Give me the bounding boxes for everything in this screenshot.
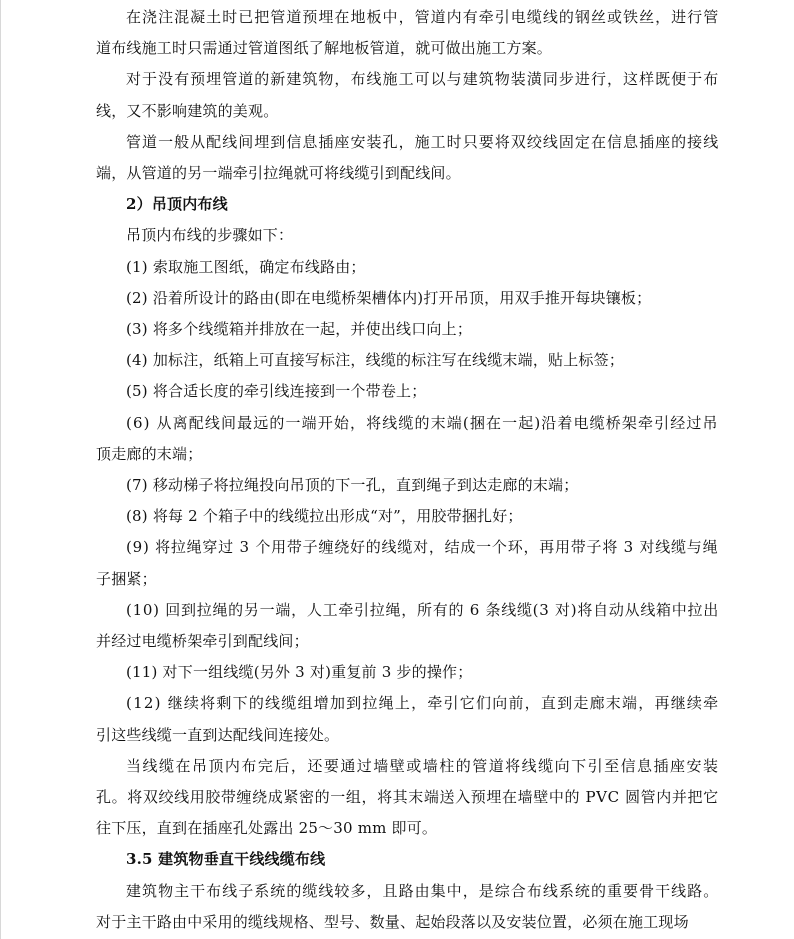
text-line: 往下压，直到在插座孔处露出 25～30 mm 即可。 — [96, 819, 438, 838]
text-line: 吊顶内布线的步骤如下： — [126, 226, 294, 245]
text-line: (2) 沿着所设计的路由(即在电缆桥架槽体内)打开吊顶，用双手推开每块镶板； — [126, 288, 652, 307]
text-line: (6) 从离配线间最远的一端开始，将线缆的末端(捆在一起)沿着电缆桥架牵引经过吊 — [126, 413, 719, 432]
text-line: (9) 将拉绳穿过 3 个用带子缠绕好的线缆对，结成一个环，再用带子将 3 对线缆与绳 — [126, 538, 719, 557]
text-line: 端，从管道的另一端牵引拉绳就可将线缆引到配线间。 — [96, 164, 461, 182]
text-line: 在浇注混凝土时已把管道预埋在地板中，管道内有牵引电缆线的钢丝或铁丝，进行管 — [126, 8, 720, 26]
text-line: (5) 将合适长度的牵引线连接到一个带卷上； — [126, 382, 427, 401]
text-line: 道布线施工时只需通过管道图纸了解地板管道，就可做出施工方案。 — [96, 39, 553, 58]
text-line: 管道一般从配线间埋到信息插座安装孔，施工时只要将双绞线固定在信息插座的接线 — [126, 132, 720, 151]
text-line: 孔。将双绞线用胶带缠绕成紧密的一组，将其末端送入预埋在墙壁中的 PVC 圆管内并把它 — [96, 788, 719, 806]
text-line: 对于主干路由中采用的缆线规格、型号、数量、起始段落以及安装位置，必须在施工现场 — [96, 912, 689, 931]
text-line: (12) 继续将剩下的线缆组增加到拉绳上，牵引它们向前，直到走廊末端，再继续牵 — [126, 694, 720, 713]
text-line: 并经过电缆桥架牵引到配线间； — [96, 632, 309, 650]
text-line: (3) 将多个线缆箱并排放在一起，并使出线口向上； — [126, 320, 473, 338]
text-line: 对于没有预埋管道的新建筑物，布线施工可以与建筑物装潢同步进行，这样既便于布 — [126, 70, 720, 89]
text-line: (10) 回到拉绳的另一端，人工牵引拉绳，所有的 6 条线缆(3 对)将自动从线箱中拉出 — [126, 600, 719, 619]
text-line: (7) 移动梯子将拉绳投向吊顶的下一孔，直到绳子到达走廊的末端； — [126, 476, 579, 494]
text-line: (4) 加标注，纸箱上可直接写标注，线缆的标注写在线缆末端，贴上标签； — [126, 351, 625, 370]
text-line: 建筑物主干布线子系统的缆线较多，且路由集中，是综合布线系统的重要骨干线路。 — [126, 881, 720, 900]
text-line: 线，又不影响建筑的美观。 — [96, 101, 279, 120]
text-line: (11) 对下一组线缆(另外 3 对)重复前 3 步的操作； — [126, 663, 473, 682]
text-line: 子捆紧； — [96, 569, 157, 588]
section-heading: 2）吊顶内布线 — [126, 195, 228, 214]
text-line: 引这些线缆一直到达配线间连接处。 — [96, 725, 340, 744]
text-line: (8) 将每 2 个箱子中的线缆拉出形成“对”，用胶带捆扎好； — [126, 507, 523, 526]
text-line: 当线缆在吊顶内布完后，还要通过墙壁或墙柱的管道将线缆向下引至信息插座安装 — [126, 756, 720, 775]
text-line: 顶走廊的末端； — [96, 444, 203, 463]
text-line: (1) 索取施工图纸，确定布线路由； — [126, 257, 366, 276]
section-heading: 3.5 建筑物垂直干线线缆布线 — [126, 850, 326, 869]
